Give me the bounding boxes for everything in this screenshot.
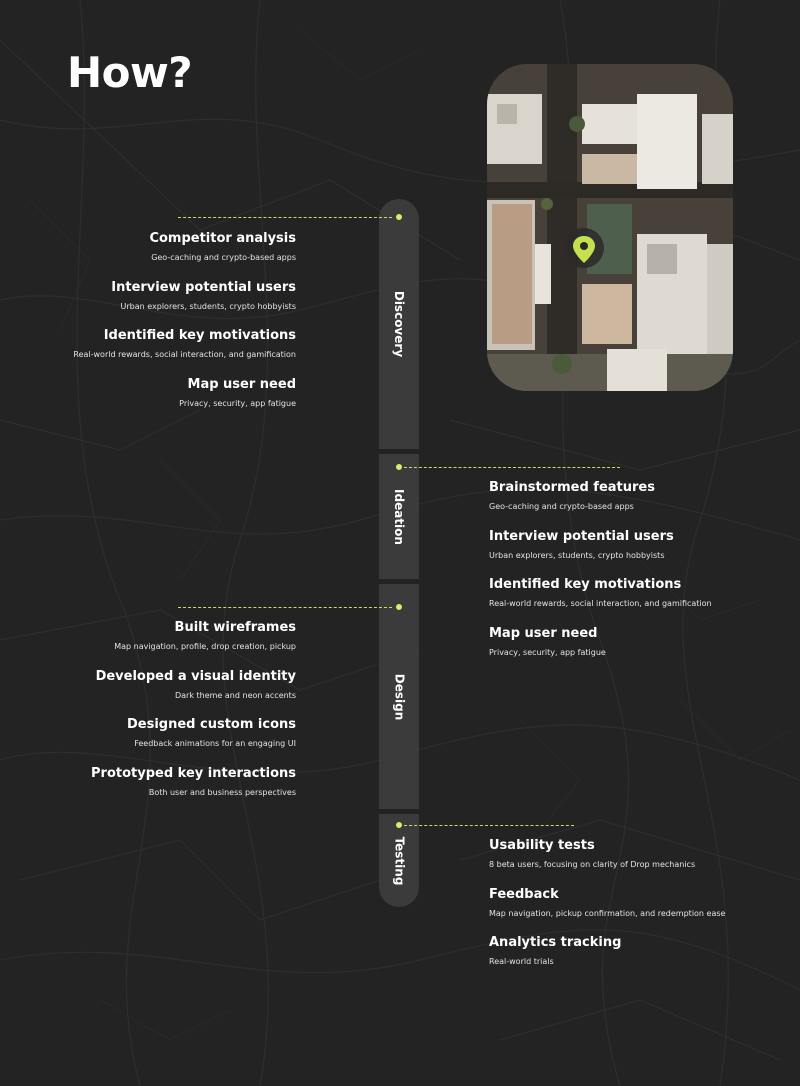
item-title: Usability tests	[489, 838, 595, 853]
list-item	[73, 377, 296, 426]
list-item	[489, 577, 712, 626]
item-description: Geo-caching and crypto-based apps	[151, 253, 296, 262]
list-item	[73, 280, 296, 329]
phase-label-discovery: Discovery	[392, 290, 406, 358]
connector-discovery	[178, 217, 392, 218]
item-title: Built wireframes	[174, 620, 296, 635]
item-title: Map user need	[187, 376, 296, 392]
item-description: Map navigation, pickup confirmation, and redemption ease	[489, 908, 726, 918]
phase-node-testing	[396, 822, 402, 828]
testing-items	[489, 838, 725, 984]
item-description: Both user and business perspectives	[148, 787, 296, 797]
item-description: Real-world rewards, social interaction, and gamification	[489, 599, 712, 608]
phase-bar-discovery	[379, 199, 419, 449]
item-title: Analytics tracking	[489, 935, 622, 950]
item-description: 8 beta users, focusing on clarity of Drop mechanics	[489, 860, 696, 869]
item-description: Privacy, security, app fatigue	[179, 398, 296, 408]
list-item	[489, 935, 725, 984]
item-description: Urban explorers, students, crypto hobbyists	[489, 550, 665, 560]
phase-node-design	[396, 604, 402, 610]
phase-bar-ideation	[379, 454, 419, 579]
item-title: Brainstormed features	[489, 480, 655, 495]
list-item	[73, 231, 296, 280]
list-item	[489, 480, 712, 529]
item-title: Map user need	[489, 625, 598, 641]
page-title: How?	[67, 48, 193, 97]
connector-testing	[404, 825, 574, 826]
phase-node-ideation	[396, 464, 402, 470]
phase-label-design: Design	[392, 673, 406, 720]
item-title: Interview potential users	[111, 279, 296, 295]
list-item	[91, 620, 296, 669]
phase-label-ideation: Ideation	[392, 488, 406, 545]
ideation-items	[489, 480, 712, 674]
list-item	[73, 328, 296, 377]
discovery-items	[73, 231, 296, 425]
design-items	[91, 620, 296, 814]
item-description: Feedback animations for an engaging UI	[134, 739, 296, 748]
list-item	[489, 529, 712, 578]
item-title: Interview potential users	[489, 528, 674, 544]
item-description: Dark theme and neon accents	[174, 690, 296, 700]
phase-bar-design	[379, 584, 419, 809]
list-item	[91, 669, 296, 718]
item-title: Competitor analysis	[149, 231, 296, 246]
item-title: Developed a visual identity	[95, 668, 296, 684]
list-item	[489, 626, 712, 675]
list-item	[91, 766, 296, 815]
list-item	[489, 838, 725, 887]
item-description: Map navigation, profile, drop creation, pickup	[114, 642, 296, 651]
item-title: Feedback	[489, 886, 559, 902]
phase-node-discovery	[396, 214, 402, 220]
item-description: Privacy, security, app fatigue	[489, 647, 606, 657]
item-description: Geo-caching and crypto-based apps	[489, 502, 634, 511]
connector-design	[178, 607, 392, 608]
item-description: Real-world rewards, social interaction, and gamification	[73, 350, 296, 359]
item-description: Real-world trials	[489, 957, 554, 966]
list-item	[91, 717, 296, 766]
item-description: Urban explorers, students, crypto hobbyists	[120, 301, 296, 311]
connector-ideation	[404, 467, 620, 468]
list-item	[489, 887, 725, 936]
map-pin-icon	[564, 228, 604, 268]
aerial-map-photo	[487, 64, 733, 391]
item-title: Identified key motivations	[103, 328, 296, 343]
phase-label-testing: Testing	[392, 836, 407, 885]
item-title: Designed custom icons	[126, 717, 296, 732]
item-title: Prototyped key interactions	[91, 765, 296, 781]
item-title: Identified key motivations	[489, 577, 682, 592]
